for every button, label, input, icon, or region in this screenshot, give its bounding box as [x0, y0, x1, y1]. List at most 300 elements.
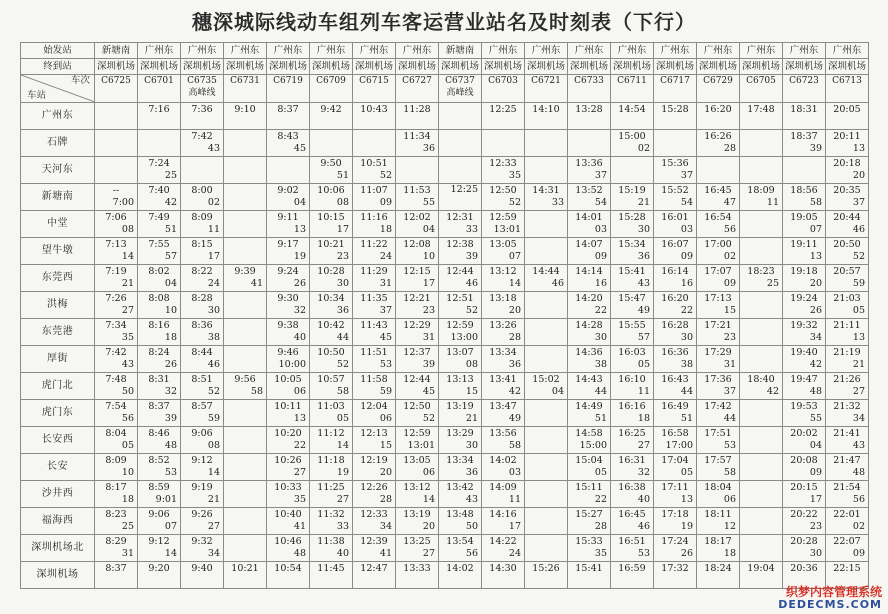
- arrival-time: 9:19: [191, 482, 213, 493]
- departure-time: 04: [164, 278, 177, 289]
- time-cell: [783, 454, 826, 481]
- time-cell: [611, 373, 654, 400]
- time-cell: [396, 319, 439, 346]
- departure-time: 50: [121, 386, 134, 397]
- arrival-time: 13:34: [489, 347, 517, 358]
- departure-time: 36: [637, 251, 650, 262]
- arrival-time: 10:46: [274, 536, 302, 547]
- departure-time: 37: [594, 170, 607, 181]
- time-cell: [697, 481, 740, 508]
- departure-time: 15: [723, 305, 736, 316]
- arrival-time: 12:59: [446, 320, 474, 331]
- departure-time: 34: [379, 521, 392, 532]
- departure-time: 34: [809, 332, 822, 343]
- arrival-time: 19:24: [790, 293, 818, 304]
- departure-time: 58: [508, 440, 521, 451]
- departure-time: 26: [164, 359, 177, 370]
- arrival-time: 12:29: [403, 320, 431, 331]
- departure-time: 40: [637, 494, 650, 505]
- time-cell: [525, 508, 568, 535]
- arrival-time: 13:33: [403, 563, 431, 574]
- time-cell: [310, 319, 353, 346]
- time-cell: [138, 103, 181, 130]
- time-cell: [654, 454, 697, 481]
- time-cell: [310, 454, 353, 481]
- terminus-cell: 深圳机场: [181, 59, 224, 75]
- departure-time: 38: [680, 359, 693, 370]
- train-number: C6701: [144, 76, 174, 86]
- time-cell: [224, 238, 267, 265]
- arrival-time: 9:26: [191, 509, 213, 520]
- arrival-time: 10:05: [274, 374, 302, 385]
- time-cell: [310, 157, 353, 184]
- departure-time: 09: [723, 278, 736, 289]
- departure-time: 45: [293, 143, 306, 154]
- arrival-time: 12:26: [360, 482, 388, 493]
- departure-time: 19: [680, 521, 693, 532]
- origin-cell: 广州东: [353, 43, 396, 59]
- time-cell: [826, 184, 869, 211]
- arrival-time: 14:02: [446, 563, 474, 574]
- departure-time: 10: [422, 251, 435, 262]
- train-note: 高峰线: [188, 88, 216, 98]
- time-cell: [181, 265, 224, 292]
- time-cell: [267, 157, 310, 184]
- arrival-time: 9:06: [191, 428, 213, 439]
- arrival-time: 12:25: [489, 104, 517, 115]
- time-cell: [138, 319, 181, 346]
- departure-time: 26: [809, 305, 822, 316]
- departure-time: 02: [207, 197, 220, 208]
- time-cell: [482, 535, 525, 562]
- arrival-time: 16:54: [704, 212, 732, 223]
- origin-cell: 广州东: [697, 43, 740, 59]
- departure-time: 20: [379, 467, 392, 478]
- arrival-time: 15:02: [532, 374, 560, 385]
- time-cell: [267, 454, 310, 481]
- departure-time: 10:00: [278, 359, 306, 370]
- departure-time: 25: [121, 521, 134, 532]
- train-number-cell: [138, 75, 181, 103]
- time-cell: [224, 211, 267, 238]
- time-cell: [439, 103, 482, 130]
- departure-time: 42: [766, 386, 779, 397]
- departure-time: 32: [637, 467, 650, 478]
- arrival-time: 8:02: [148, 266, 170, 277]
- departure-time: 24: [508, 548, 521, 559]
- arrival-time: 18:23: [747, 266, 775, 277]
- time-cell: [138, 535, 181, 562]
- time-cell: [568, 508, 611, 535]
- arrival-time: 7:24: [148, 158, 170, 169]
- time-cell: [181, 130, 224, 157]
- time-cell: [568, 319, 611, 346]
- time-cell: [568, 157, 611, 184]
- departure-time: 52: [852, 251, 865, 262]
- arrival-time: 14:14: [575, 266, 603, 277]
- arrival-time: 14:02: [489, 455, 517, 466]
- origin-cell: 广州东: [138, 43, 181, 59]
- time-cell: [95, 562, 138, 589]
- time-cell: [611, 346, 654, 373]
- arrival-time: 21:54: [833, 482, 861, 493]
- train-number: C6735: [187, 76, 217, 86]
- time-cell: [439, 211, 482, 238]
- departure-time: 44: [336, 332, 349, 343]
- station-name: 望牛墩: [21, 238, 95, 265]
- train-number: C6711: [617, 76, 647, 86]
- departure-time: 27: [422, 548, 435, 559]
- train-number: C6713: [832, 76, 862, 86]
- departure-time: 12: [723, 521, 736, 532]
- time-cell: [396, 400, 439, 427]
- arrival-time: 15:19: [618, 185, 646, 196]
- arrival-time: 14:36: [575, 347, 603, 358]
- time-cell: [740, 157, 783, 184]
- departure-time: 03: [680, 224, 693, 235]
- time-cell: [439, 292, 482, 319]
- train-number: C6715: [359, 76, 389, 86]
- time-cell: [310, 373, 353, 400]
- arrival-time: 15:34: [618, 239, 646, 250]
- arrival-time: 7:19: [105, 266, 127, 277]
- arrival-time: 13:19: [403, 509, 431, 520]
- arrival-time: 9:39: [234, 266, 256, 277]
- arrival-time: 9:11: [277, 212, 299, 223]
- arrival-time: 11:32: [317, 509, 345, 520]
- time-cell: [181, 157, 224, 184]
- departure-time: 19: [293, 251, 306, 262]
- departure-time: 28: [379, 494, 392, 505]
- time-cell: [697, 130, 740, 157]
- arrival-time: 19:11: [790, 239, 818, 250]
- arrival-time: 8:37: [277, 104, 299, 115]
- time-cell: [697, 157, 740, 184]
- arrival-time: 11:58: [360, 374, 388, 385]
- arrival-time: 19:53: [790, 401, 818, 412]
- time-cell: [654, 157, 697, 184]
- departure-time: 33: [336, 521, 349, 532]
- time-cell: [525, 454, 568, 481]
- time-cell: [783, 481, 826, 508]
- arrival-time: 10:11: [274, 401, 302, 412]
- time-cell: [611, 454, 654, 481]
- departure-time: 09: [852, 548, 865, 559]
- train-number: C6705: [746, 76, 776, 86]
- departure-time: 30: [809, 548, 822, 559]
- time-cell: [267, 373, 310, 400]
- arrival-time: 18:04: [704, 482, 732, 493]
- terminus-label: 终到站: [21, 59, 95, 75]
- arrival-time: 8:23: [105, 509, 127, 520]
- time-cell: [525, 157, 568, 184]
- time-cell: [611, 265, 654, 292]
- time-cell: [654, 373, 697, 400]
- time-cell: [568, 211, 611, 238]
- departure-time: 52: [465, 305, 478, 316]
- terminus-cell: 深圳机场: [138, 59, 181, 75]
- arrival-time: 8:04: [105, 428, 127, 439]
- station-row: [21, 373, 869, 400]
- time-cell: [396, 157, 439, 184]
- departure-time: 09: [379, 197, 392, 208]
- departure-time: 26: [680, 548, 693, 559]
- arrival-time: 10:21: [317, 239, 345, 250]
- time-cell: [138, 400, 181, 427]
- origin-cell: 广州东: [611, 43, 654, 59]
- departure-time: 07: [164, 521, 177, 532]
- departure-time: 56: [723, 224, 736, 235]
- arrival-time: 11:28: [403, 104, 431, 115]
- time-cell: [224, 346, 267, 373]
- arrival-time: 18:24: [704, 563, 732, 574]
- time-cell: [783, 184, 826, 211]
- time-cell: [697, 265, 740, 292]
- time-cell: [525, 103, 568, 130]
- time-cell: [826, 130, 869, 157]
- time-cell: [396, 427, 439, 454]
- time-cell: [697, 427, 740, 454]
- time-cell: [482, 130, 525, 157]
- arrival-time: 7:49: [148, 212, 170, 223]
- departure-time: 30: [207, 305, 220, 316]
- time-cell: [783, 130, 826, 157]
- arrival-time: 17:32: [661, 563, 689, 574]
- time-cell: [181, 427, 224, 454]
- time-cell: [396, 373, 439, 400]
- arrival-time: 16:10: [618, 374, 646, 385]
- time-cell: [482, 157, 525, 184]
- time-cell: [396, 130, 439, 157]
- train-number-row: [21, 75, 869, 103]
- station-name: 东莞西: [21, 265, 95, 292]
- departure-time: 04: [422, 224, 435, 235]
- arrival-time: 8:59: [148, 482, 170, 493]
- arrival-time: 10:34: [317, 293, 345, 304]
- time-cell: [654, 562, 697, 589]
- time-cell: [310, 427, 353, 454]
- departure-time: 04: [551, 386, 564, 397]
- station-row: [21, 481, 869, 508]
- departure-time: 48: [293, 548, 306, 559]
- departure-time: 30: [680, 332, 693, 343]
- departure-time: 47: [723, 197, 736, 208]
- departure-time: 04: [293, 197, 306, 208]
- departure-time: 08: [336, 197, 349, 208]
- train-number: C6703: [488, 76, 518, 86]
- train-number-cell: [396, 75, 439, 103]
- time-cell: [396, 508, 439, 535]
- time-cell: [439, 508, 482, 535]
- departure-time: 14: [422, 494, 435, 505]
- departure-time: 46: [551, 278, 564, 289]
- arrival-time: 13:52: [575, 185, 603, 196]
- time-cell: [396, 292, 439, 319]
- time-cell: [525, 130, 568, 157]
- arrival-time: 10:54: [274, 563, 302, 574]
- time-cell: [267, 535, 310, 562]
- time-cell: [740, 292, 783, 319]
- departure-time: 13: [809, 251, 822, 262]
- time-cell: [310, 130, 353, 157]
- time-cell: [310, 265, 353, 292]
- time-cell: [611, 508, 654, 535]
- origin-cell: 广州东: [826, 43, 869, 59]
- arrival-time: 7:36: [191, 104, 213, 115]
- arrival-time: 15:11: [575, 482, 603, 493]
- arrival-time: 9:46: [277, 347, 299, 358]
- time-cell: [353, 454, 396, 481]
- time-cell: [654, 265, 697, 292]
- time-cell: [482, 319, 525, 346]
- arrival-time: 16:58: [661, 428, 689, 439]
- time-cell: [353, 157, 396, 184]
- arrival-time: 15:28: [661, 104, 689, 115]
- departure-time: 39: [422, 359, 435, 370]
- departure-time: 09: [680, 251, 693, 262]
- arrival-time: 12:59: [489, 212, 517, 223]
- watermark: [732, 586, 882, 612]
- train-number: C6719: [273, 76, 303, 86]
- station-name: 深圳机场: [21, 562, 95, 589]
- time-cell: [439, 346, 482, 373]
- time-cell: [740, 184, 783, 211]
- arrival-time: 15:04: [575, 455, 603, 466]
- departure-time: 51: [680, 413, 693, 424]
- time-cell: [396, 346, 439, 373]
- time-cell: [568, 481, 611, 508]
- arrival-time: 16:25: [618, 428, 646, 439]
- arrival-time: 7:54: [105, 401, 127, 412]
- departure-time: 11: [766, 197, 779, 208]
- departure-time: 02: [723, 251, 736, 262]
- time-cell: [353, 346, 396, 373]
- time-cell: [611, 157, 654, 184]
- time-cell: [353, 373, 396, 400]
- station-row: [21, 265, 869, 292]
- time-cell: [138, 346, 181, 373]
- time-cell: [654, 400, 697, 427]
- corner-box: [21, 75, 94, 102]
- departure-time: 35: [293, 494, 306, 505]
- departure-time: 19: [336, 467, 349, 478]
- time-cell: [740, 103, 783, 130]
- time-cell: [568, 130, 611, 157]
- arrival-time: --: [112, 185, 120, 196]
- time-cell: [181, 562, 224, 589]
- arrival-time: 11:25: [317, 482, 345, 493]
- time-cell: [95, 400, 138, 427]
- arrival-time: 17:04: [661, 455, 689, 466]
- time-cell: [138, 508, 181, 535]
- terminus-cell: 深圳机场: [697, 59, 740, 75]
- arrival-time: 8:00: [191, 185, 213, 196]
- departure-time: 51: [594, 413, 607, 424]
- time-cell: [267, 265, 310, 292]
- time-cell: [353, 400, 396, 427]
- departure-time: 20: [809, 278, 822, 289]
- origin-cell: 广州东: [783, 43, 826, 59]
- arrival-time: 11:51: [360, 347, 388, 358]
- time-cell: [310, 238, 353, 265]
- arrival-time: 8:17: [105, 482, 127, 493]
- time-cell: [783, 508, 826, 535]
- time-cell: [482, 103, 525, 130]
- arrival-time: 22:15: [833, 563, 861, 574]
- time-cell: [482, 454, 525, 481]
- time-cell: [267, 508, 310, 535]
- departure-time: 34: [852, 413, 865, 424]
- terminus-cell: 深圳机场: [740, 59, 783, 75]
- departure-time: 53: [637, 548, 650, 559]
- time-cell: [95, 292, 138, 319]
- time-cell: [611, 103, 654, 130]
- arrival-time: 16:51: [618, 536, 646, 547]
- departure-time: 21: [121, 278, 134, 289]
- time-cell: [95, 373, 138, 400]
- train-number-cell: [267, 75, 310, 103]
- terminus-cell: 深圳机场: [783, 59, 826, 75]
- arrival-time: 12:33: [360, 509, 388, 520]
- arrival-time: 8:22: [191, 266, 213, 277]
- time-cell: [439, 373, 482, 400]
- time-cell: [697, 238, 740, 265]
- departure-time: 51: [336, 170, 349, 181]
- departure-time: 49: [508, 413, 521, 424]
- departure-time: 06: [723, 494, 736, 505]
- arrival-time: 8:37: [105, 563, 127, 574]
- time-cell: [740, 454, 783, 481]
- arrival-time: 16:45: [704, 185, 732, 196]
- departure-time: 21: [465, 413, 478, 424]
- time-cell: [224, 481, 267, 508]
- time-cell: [439, 454, 482, 481]
- departure-time: 46: [465, 278, 478, 289]
- departure-time: 43: [207, 143, 220, 154]
- time-cell: [568, 346, 611, 373]
- arrival-time: 7:13: [105, 239, 127, 250]
- train-note: 高峰线: [446, 88, 474, 98]
- departure-time: 13: [293, 413, 306, 424]
- arrival-time: 13:26: [489, 320, 517, 331]
- origin-cell: 广州东: [224, 43, 267, 59]
- time-cell: [181, 346, 224, 373]
- time-cell: [568, 400, 611, 427]
- arrival-time: 19:47: [790, 374, 818, 385]
- departure-time: 27: [293, 467, 306, 478]
- time-cell: [697, 319, 740, 346]
- page-title: 穗深城际线动车组列车客运营业站名及时刻表（下行）: [192, 10, 696, 34]
- station-row: [21, 454, 869, 481]
- train-number-cell: [826, 75, 869, 103]
- departure-time: 52: [336, 359, 349, 370]
- arrival-time: 14:54: [618, 104, 646, 115]
- arrival-time: 16:26: [704, 131, 732, 142]
- arrival-time: 19:40: [790, 347, 818, 358]
- arrival-time: 18:09: [747, 185, 775, 196]
- arrival-time: 10:20: [274, 428, 302, 439]
- time-cell: [826, 103, 869, 130]
- arrival-time: 10:42: [317, 320, 345, 331]
- departure-time: 42: [164, 197, 177, 208]
- time-cell: [654, 508, 697, 535]
- terminus-cell: 深圳机场: [224, 59, 267, 75]
- time-cell: [568, 265, 611, 292]
- arrival-time: 20:28: [790, 536, 818, 547]
- arrival-time: 21:11: [833, 320, 861, 331]
- time-cell: [95, 265, 138, 292]
- arrival-time: 20:22: [790, 509, 818, 520]
